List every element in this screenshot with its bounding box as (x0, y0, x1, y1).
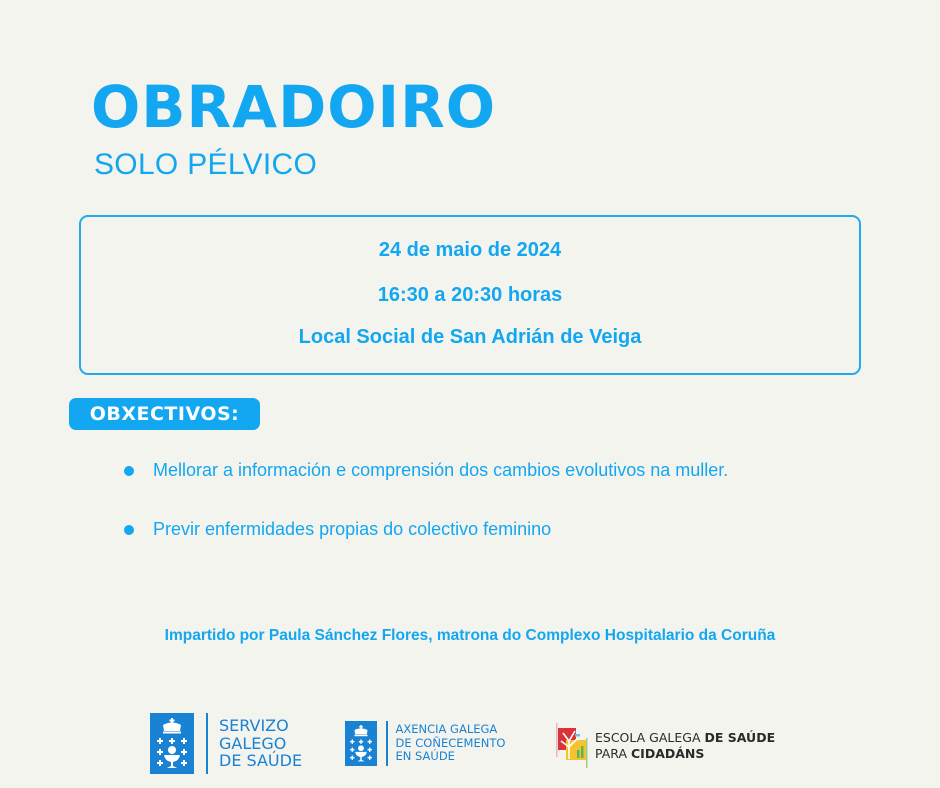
galicia-shield-icon (150, 713, 194, 774)
escola-line-2: PARA CIDADÁNS (595, 746, 705, 761)
objective-text: Previr enfermidades propias do colectivo feminino (153, 519, 552, 539)
objective-item (124, 519, 551, 540)
page-subtitle: SOLO PÉLVICO (94, 148, 318, 181)
escola-line-1: ESCOLA GALEGA DE SAÚDE (595, 730, 776, 746)
bullet-icon (124, 466, 134, 476)
logo-divider (386, 721, 388, 766)
event-location: Local Social de San Adrián de Veiga (298, 326, 642, 348)
acis-logo (345, 721, 505, 766)
instructor-credit: Impartido por Paula Sánchez Flores, matrona do Complexo Hospitalario da Coruña (164, 627, 776, 644)
event-time: 16:30 a 20:30 horas (377, 284, 563, 306)
escola-logo (555, 721, 775, 771)
sergas-line: GALEGO (219, 733, 287, 753)
acis-line: EN SAÚDE (395, 749, 455, 764)
bullet-icon (124, 525, 134, 535)
sergas-logo (150, 713, 302, 774)
event-date: 24 de maio de 2024 (378, 239, 562, 261)
galicia-shield-icon (345, 721, 377, 766)
event-info-box (79, 215, 861, 375)
objective-item (124, 460, 728, 481)
sergas-line: SERVIZO (219, 716, 289, 736)
objective-text: Mellorar a información e comprensión dos cambios evolutivos na muller. (153, 460, 729, 480)
page-title: OBRADOIRO (91, 73, 497, 141)
acis-line: AXENCIA GALEGA (395, 721, 498, 736)
acis-line: DE COÑECEMENTO (395, 735, 506, 750)
logo-divider (206, 713, 208, 774)
sergas-line: DE SAÚDE (219, 751, 303, 771)
objectives-heading: OBXECTIVOS: (69, 398, 260, 430)
escola-logo-icon (555, 721, 591, 771)
